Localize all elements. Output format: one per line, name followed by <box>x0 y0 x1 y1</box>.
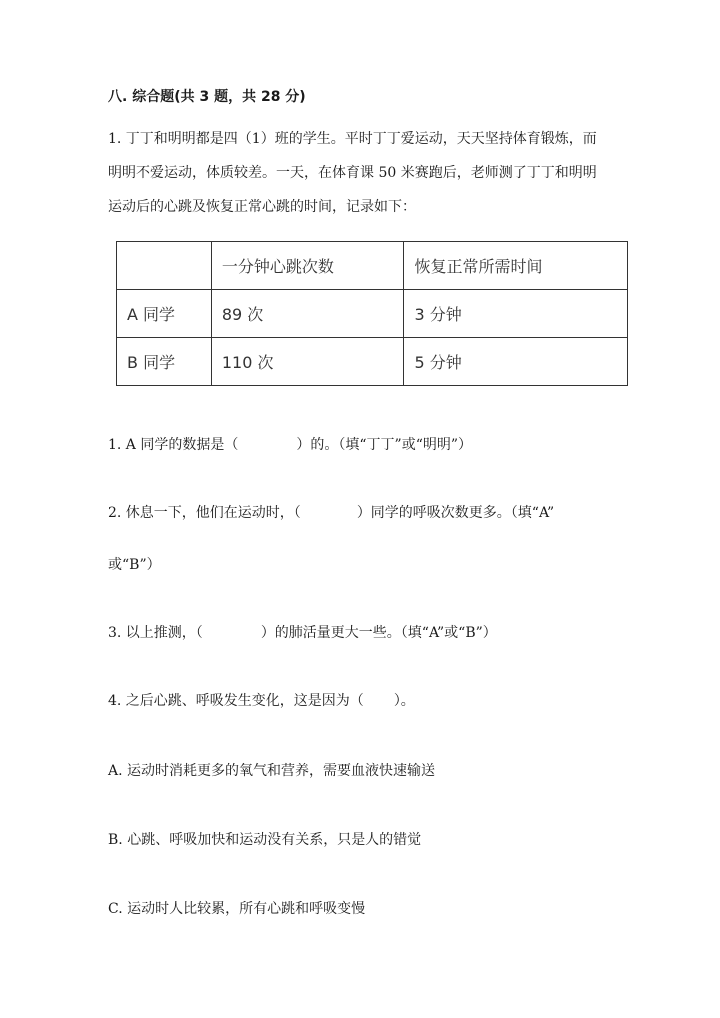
table-header-cell <box>117 242 212 290</box>
table-header-row <box>117 242 628 290</box>
question-text: ）的肺活量更大一些。（填“A”或“B”） <box>260 625 497 641</box>
option-a[interactable]: A. 运动时消耗更多的氧气和营养，需要血液快速输送 <box>108 763 436 779</box>
table-row <box>117 338 628 386</box>
intro-line: 运动后的心跳及恢复正常心跳的时间，记录如下： <box>108 199 416 215</box>
section-title: 八. 综合题(共 3 题，共 28 分) <box>108 89 306 105</box>
question-1 <box>108 434 472 454</box>
table-cell: 3 分钟 <box>404 290 628 338</box>
option-b[interactable]: B. 心跳、呼吸加快和运动没有关系，只是人的错觉 <box>108 832 422 848</box>
question-4 <box>108 690 415 710</box>
table-row <box>117 290 628 338</box>
table-header-cell: 一分钟心跳次数 <box>211 242 404 290</box>
question-text: 2. 休息一下，他们在运动时，（ <box>108 505 301 521</box>
question-3 <box>108 622 497 642</box>
intro-line: 1. 丁丁和明明都是四（1）班的学生。平时丁丁爱运动，天天坚持体育锻炼，而 <box>108 131 597 147</box>
question-text: ）同学的呼吸次数更多。（填“A” <box>356 505 555 521</box>
table-cell: 89 次 <box>211 290 404 338</box>
option-c[interactable]: C. 运动时人比较累，所有心跳和呼吸变慢 <box>108 901 366 917</box>
intro-line: 明明不爱运动，体质较差。一天，在体育课 50 米赛跑后，老师测了丁丁和明明 <box>108 165 597 181</box>
table-cell: A 同学 <box>117 290 212 338</box>
heartbeat-record-table <box>116 241 628 386</box>
table-cell: 110 次 <box>211 338 404 386</box>
question-text: ）。 <box>393 693 415 709</box>
table-cell: B 同学 <box>117 338 212 386</box>
question-text: ）的。（填“丁丁”或“明明”） <box>296 437 473 453</box>
question-text: 1. A 同学的数据是（ <box>108 437 239 453</box>
table-header-cell: 恢复正常所需时间 <box>404 242 628 290</box>
table-cell: 5 分钟 <box>404 338 628 386</box>
question-2 <box>108 502 554 522</box>
question-intro <box>108 122 616 224</box>
question-text: 4. 之后心跳、呼吸发生变化，这是因为（ <box>108 693 364 709</box>
question-2-continued: 或“B”） <box>108 557 161 573</box>
question-text: 3. 以上推测，（ <box>108 625 203 641</box>
